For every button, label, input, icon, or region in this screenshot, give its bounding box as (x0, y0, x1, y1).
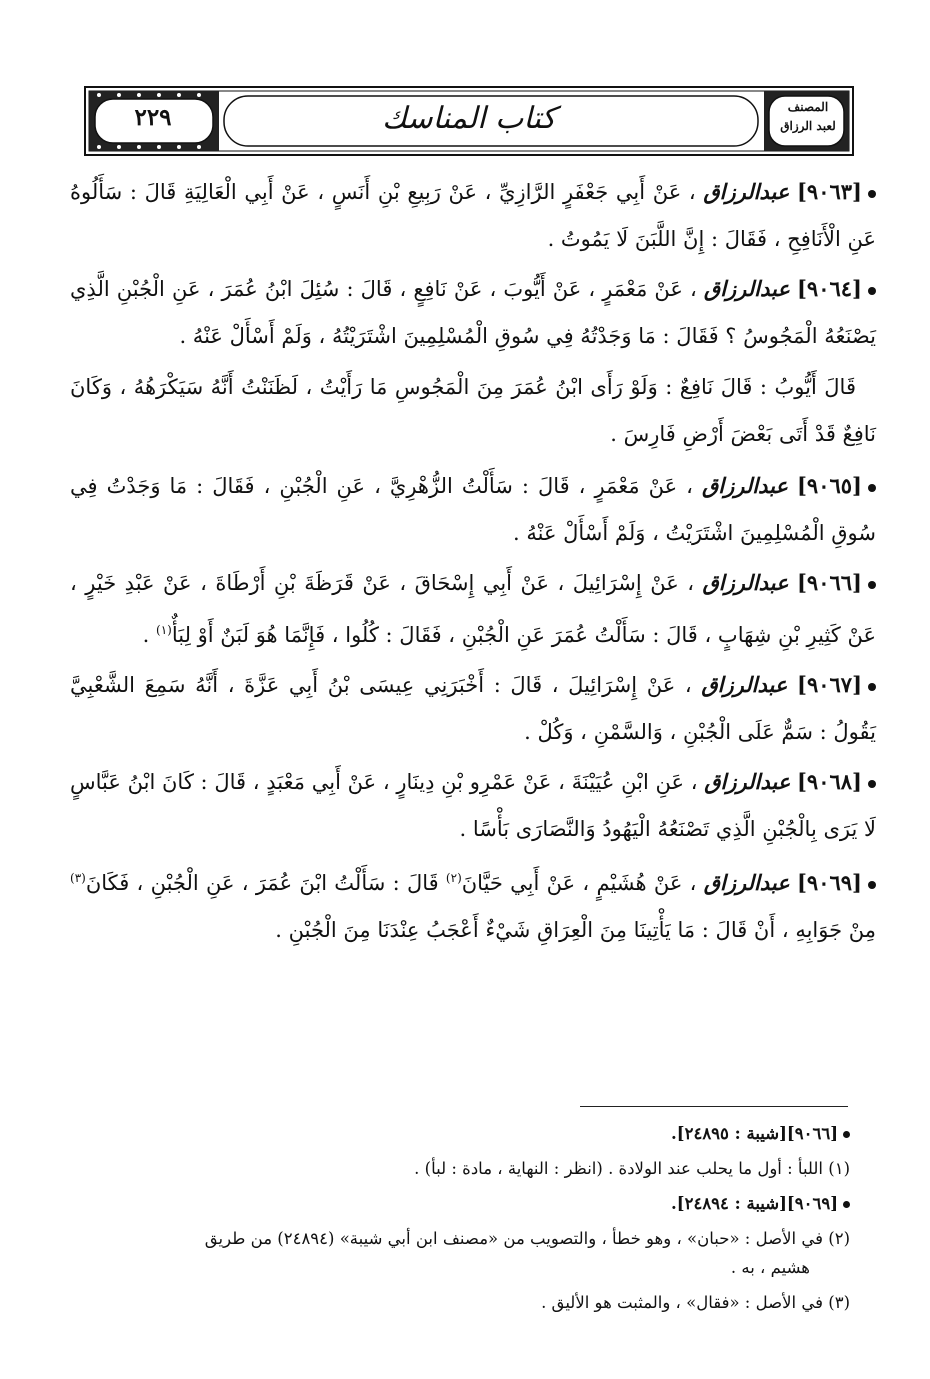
book-logo (768, 97, 848, 141)
bullet-icon (868, 190, 876, 198)
entry-author: عبدالرزاق (702, 570, 789, 595)
bullet-icon (843, 1131, 850, 1138)
page-title: كتاب المناسك (382, 101, 556, 136)
entry-number: [٩٠٦٨] (796, 769, 862, 794)
footnote-reference (70, 1118, 850, 1150)
entry-text: مِنْ جَوَابِهِ ، أَنْ قَالَ : مَا يَأْتِينَا مِنَ الْعِرَاقِ شَيْءٌ أَعْجَبُ عِنْدَنَا مِنَ الْجُبْنِ . (275, 918, 876, 942)
entry-number: [٩٠٦٥] (796, 473, 862, 498)
entry-number: [٩٠٦٤] (796, 276, 862, 301)
bullet-icon (868, 881, 876, 889)
logo-line-2: لعبد الرزاق (780, 119, 836, 133)
hadith-entry (70, 265, 876, 360)
bullet-icon (843, 1201, 850, 1208)
footnote-continuation: هشيم ، به . (730, 1258, 810, 1277)
entry-number: [٩٠٦٦] (796, 570, 862, 595)
footnote: (١) اللبأ : أول ما يحلب عند الولادة . (انظر : النهاية ، مادة : لبأ) . (414, 1159, 850, 1178)
entry-text: قَالَ : سَأَلْتُ ابْنَ عُمَرَ ، عَنِ الْجُبْنِ ، فَكَانَ (85, 871, 446, 895)
entry-text: ، عَنْ هُشَيْمٍ ، عَنْ أَبِي حَيَّانَ (461, 871, 697, 895)
page-header (84, 86, 854, 156)
footnotes (70, 1118, 850, 1322)
entry-text: ، عَنْ إِسْرَائِيلَ ، عَنْ أَبِي إِسْحَاقَ ، عَنْ قَرَظَةَ بْنِ أَرْطَاةَ ، عَنْ عَبْدِ خَيْرٍ ، عَنْ كَثِيرِ بْنِ شِهَابٍ ، قَالَ : سَأَلْتُ عُمَرَ عَنِ الْجُبْنِ ، فَقَالَ : كُلُوا ، فَإِنَّمَا هُوَ لَبَنٌ أَوْ لِبَأٌ (70, 571, 876, 647)
entry-author: عبدالرزاق (703, 276, 790, 301)
entry-text: ، عَنِ ابْنِ عُيَيْنَةَ ، عَنْ عَمْرِو بْنِ دِينَارٍ ، عَنْ أَبِي مَعْبَدٍ ، قَالَ : كَانَ ابْنُ عَبَّاسٍ لَا يَرَى بِالْجُبْنِ الَّذِي تَصْنَعُهُ الْيَهُودُ وَالنَّصَارَى بَأْسًا . (70, 770, 876, 841)
footnote-reference-text: [٩٠٦٩][شيبة : ٢٤٨٩٤]. (671, 1194, 838, 1213)
commentary-paragraph: قَالَ أَيُّوبُ : قَالَ نَافِعٌ : وَلَوْ رَأَى ابْنُ عُمَرَ مِنَ الْمَجُوسِ مَا رَأَيْتُ ، لَظَنَنْتُ أَنَّهُ سَيَكْرَهُهُ ، وَكَانَ نَافِعٌ قَدْ أَتَى بَعْضَ أَرْضِ فَارِسَ . (70, 375, 876, 446)
entry-number: [٩٠٦٧] (797, 672, 862, 697)
page-number: ٢٢٩ (134, 104, 172, 131)
entry-text: ، عَنْ إِسْرَائِيلَ ، قَالَ : أَخْبَرَنِي عِيسَى بْنُ أَبِي عَزَّةَ ، أَنَّهُ سَمِعَ الشَّعْبِيَّ يَقُولُ : سَمٌّ عَلَى الْجُبْنِ ، وَالسَّمْنِ ، وَكُلْ . (70, 673, 876, 744)
bullet-icon (868, 683, 876, 691)
body-text (70, 168, 876, 956)
footnote: (٣) في الأصل : «فقال» ، والمثبت هو الأليق . (541, 1293, 850, 1312)
footnote-reference-text: [٩٠٦٦][شيبة : ٢٤٨٩٥]. (671, 1124, 838, 1143)
footnote-divider (580, 1106, 848, 1107)
entry-author: عبدالرزاق (701, 672, 788, 697)
entry-text: ، عَنْ مَعْمَرٍ ، قَالَ : سَأَلْتُ الزُّهْرِيَّ ، عَنِ الْجُبْنِ ، فَقَالَ : مَا وَجَدْتُ فِي سُوقِ الْمُسْلِمِينَ اشْتَرَيْتُ ، وَلَمْ أَسْأَلْ عَنْهُ . (70, 474, 876, 545)
bullet-icon (868, 581, 876, 589)
entry-text: ، عَنْ مَعْمَرٍ ، عَنْ أَيُّوبَ ، عَنْ نَافِعٍ ، قَالَ : سُئِلَ ابْنُ عُمَرَ ، عَنِ الْجُبْنِ الَّذِي يَصْنَعُهُ الْمَجُوسُ ؟ فَقَالَ : مَا وَجَدْتُهُ فِي سُوقِ الْمُسْلِمِينَ اشْتَرَيْتُهُ ، وَلَمْ أَسْأَلْ عَنْهُ . (70, 277, 876, 348)
footnote: (٢) في الأصل : «حبان» ، وهو خطأ ، والتصويب من «مصنف ابن أبي شيبة» (٢٤٨٩٤) من طريق (204, 1229, 850, 1248)
footnote-marker[interactable]: (٣) (70, 871, 86, 885)
entry-tail: . (142, 623, 157, 647)
logo-line-1: المصنف (787, 100, 829, 114)
entry-author: عبدالرزاق (703, 179, 790, 204)
footnote-reference (70, 1188, 850, 1220)
entry-author: عبدالرزاق (701, 473, 788, 498)
hadith-entry (70, 661, 876, 756)
bullet-icon (868, 780, 876, 788)
footnote-marker[interactable]: (١) (156, 623, 172, 637)
bullet-icon (868, 484, 876, 492)
hadith-entry (70, 758, 876, 853)
hadith-entry (70, 462, 876, 557)
hadith-entry (70, 855, 876, 954)
entry-author: عبدالرزاق (703, 870, 790, 895)
entry-text: ، عَنْ أَبِي جَعْفَرٍ الرَّازِيِّ ، عَنْ رَبِيعِ بْنِ أَنَسٍ ، عَنْ أَبِي الْعَالِيَةِ قَالَ : سَأَلُوهُ عَنِ الْأَنَافِحِ ، فَقَالَ : إِنَّ اللَّبَنَ لَا يَمُوتُ . (70, 180, 876, 251)
hadith-entry (70, 168, 876, 263)
hadith-entry (70, 559, 876, 659)
entry-number: [٩٠٦٣] (796, 179, 862, 204)
footnote-marker[interactable]: (٢) (445, 871, 462, 885)
entry-author: عبدالرزاق (704, 769, 791, 794)
bullet-icon (868, 287, 876, 295)
entry-number: [٩٠٦٩] (796, 870, 862, 895)
